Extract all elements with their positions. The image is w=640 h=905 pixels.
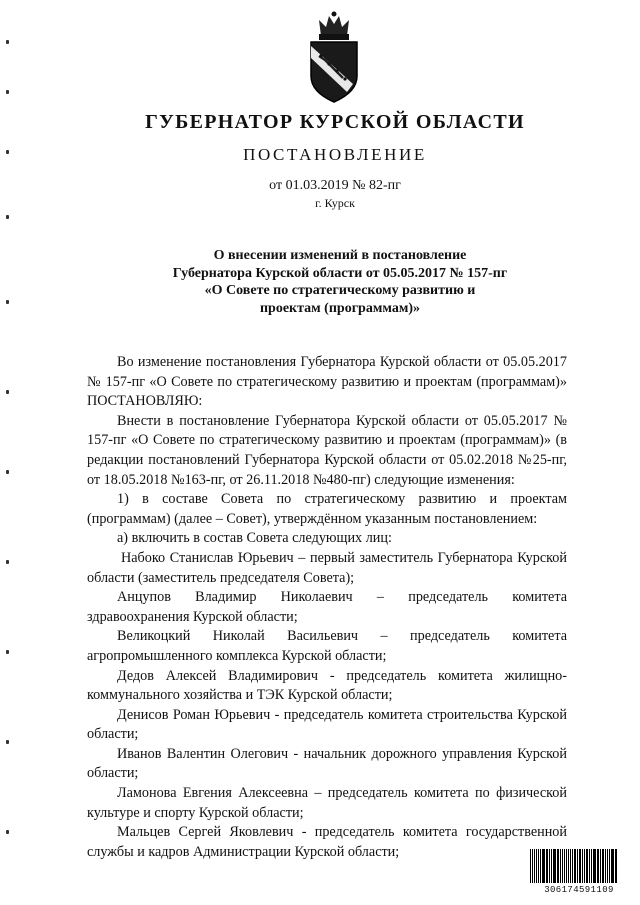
barcode-bar bbox=[534, 849, 535, 883]
barcode-bar bbox=[553, 849, 556, 883]
body-paragraph: Ламонова Евгения Алексеевна – председатель комитета по физической культуре и спорту Курской области; bbox=[87, 785, 567, 821]
barcode-bar bbox=[536, 849, 537, 883]
body-paragraph: а) включить в состав Совета следующих лиц: bbox=[117, 530, 392, 547]
barcode-bar bbox=[597, 849, 599, 883]
body-paragraph: Иванов Валентин Олегович - начальник дорожного управления Курской области; bbox=[87, 745, 567, 782]
authority-title: ГУБЕРНАТОР КУРСКОЙ ОБЛАСТИ bbox=[145, 111, 525, 133]
barcode-bar bbox=[568, 849, 569, 883]
binding-holes bbox=[2, 0, 16, 905]
barcode-bar bbox=[600, 849, 601, 883]
subject-line: проектам (программам)» bbox=[259, 300, 421, 316]
barcode-bar bbox=[564, 849, 565, 883]
barcode-bar bbox=[582, 849, 583, 883]
barcode-bar bbox=[551, 849, 552, 883]
barcode-bar bbox=[605, 849, 606, 883]
barcode-bar bbox=[572, 849, 573, 883]
barcode-bar bbox=[570, 849, 571, 883]
barcode-bar bbox=[615, 849, 617, 883]
document-date-number: от 01.03.2019 № 82-пг bbox=[269, 178, 401, 193]
barcode-bar bbox=[611, 849, 614, 883]
document-type: ПОСТАНОВЛЕНИЕ bbox=[243, 145, 427, 164]
barcode-bar bbox=[560, 849, 561, 883]
barcode-number: 306174591109 bbox=[544, 885, 614, 895]
body-paragraph: Во изменение постановления Губернатора Курской области от 05.05.2017 № 157-пг «О Совете по стратегическому развитию и проектам (программам)» ПОСТАНОВЛЯЮ: bbox=[87, 354, 567, 410]
subject-line: О внесении изменений в постановление bbox=[213, 248, 467, 263]
body-paragraph: 1) в составе Совета по стратегическому развитию и проектам (программам) (далее – Совет), утверждённом указанным постановлением: bbox=[87, 491, 567, 527]
body-paragraph: Анцупов Владимир Николаевич – председатель комитета здравоохранения Курской области; bbox=[87, 589, 567, 625]
barcode-bar bbox=[542, 849, 545, 883]
barcode-bar bbox=[557, 849, 559, 883]
barcode-bar bbox=[540, 849, 541, 883]
body-paragraph: Денисов Роман Юрьевич - председатель комитета строительства Курской области; bbox=[87, 706, 567, 743]
barcode-bar bbox=[546, 849, 548, 883]
barcode-bar bbox=[538, 849, 539, 883]
document-city: г. Курск bbox=[315, 196, 355, 210]
barcode-bar bbox=[586, 849, 588, 883]
document-body bbox=[87, 353, 567, 862]
barcode-bars bbox=[530, 849, 628, 883]
body-paragraph: Мальцев Сергей Яковлевич - председатель комитета государственной службы и кадров Администрации Курской области; bbox=[87, 824, 567, 860]
barcode-bar bbox=[579, 849, 581, 883]
body-paragraph: Дедов Алексей Владимирович - председатель комитета жилищно-коммунального хозяйства и ТЭК Курской области; bbox=[87, 667, 567, 704]
subject-line: Губернатора Курской области от 05.05.2017 № 157-пг bbox=[172, 265, 508, 281]
body-paragraph: Набоко Станислав Юрьевич – первый заместитель Губернатора Курской области (заместитель председателя Совета); bbox=[87, 549, 567, 586]
barcode-bar bbox=[562, 849, 563, 883]
barcode-bar bbox=[549, 849, 550, 883]
kursk-coat-of-arms-icon bbox=[299, 10, 369, 110]
barcode-bar bbox=[574, 849, 576, 883]
barcode-bar bbox=[577, 849, 578, 883]
barcode-bar bbox=[607, 849, 608, 883]
body-paragraph: Великоцкий Николай Васильевич – председатель комитета агропромышленного комплекса Курской области; bbox=[87, 628, 567, 664]
barcode-bar bbox=[593, 849, 596, 883]
barcode-bar bbox=[589, 849, 590, 883]
document-subject bbox=[120, 247, 560, 317]
barcode-bar bbox=[602, 849, 604, 883]
document-barcode bbox=[530, 849, 628, 897]
body-paragraph: Внести в постановление Губернатора Курской области от 05.05.2017 № 157-пг «О Совете по стратегическому развитию и проектам (программам)» (в редакции постановлений Губернатора Курской области от 05.02.2018 №25-пг, от 18.05.2018 №163-пг, от 26.11.2018 №480-пг) следующие изменения: bbox=[87, 412, 567, 488]
barcode-bar bbox=[532, 849, 533, 883]
barcode-bar bbox=[566, 849, 567, 883]
barcode-bar bbox=[530, 849, 531, 883]
barcode-bar bbox=[591, 849, 592, 883]
barcode-bar bbox=[584, 849, 585, 883]
barcode-bar bbox=[609, 849, 610, 883]
subject-line: «О Совете по стратегическому развитию и bbox=[204, 283, 476, 298]
